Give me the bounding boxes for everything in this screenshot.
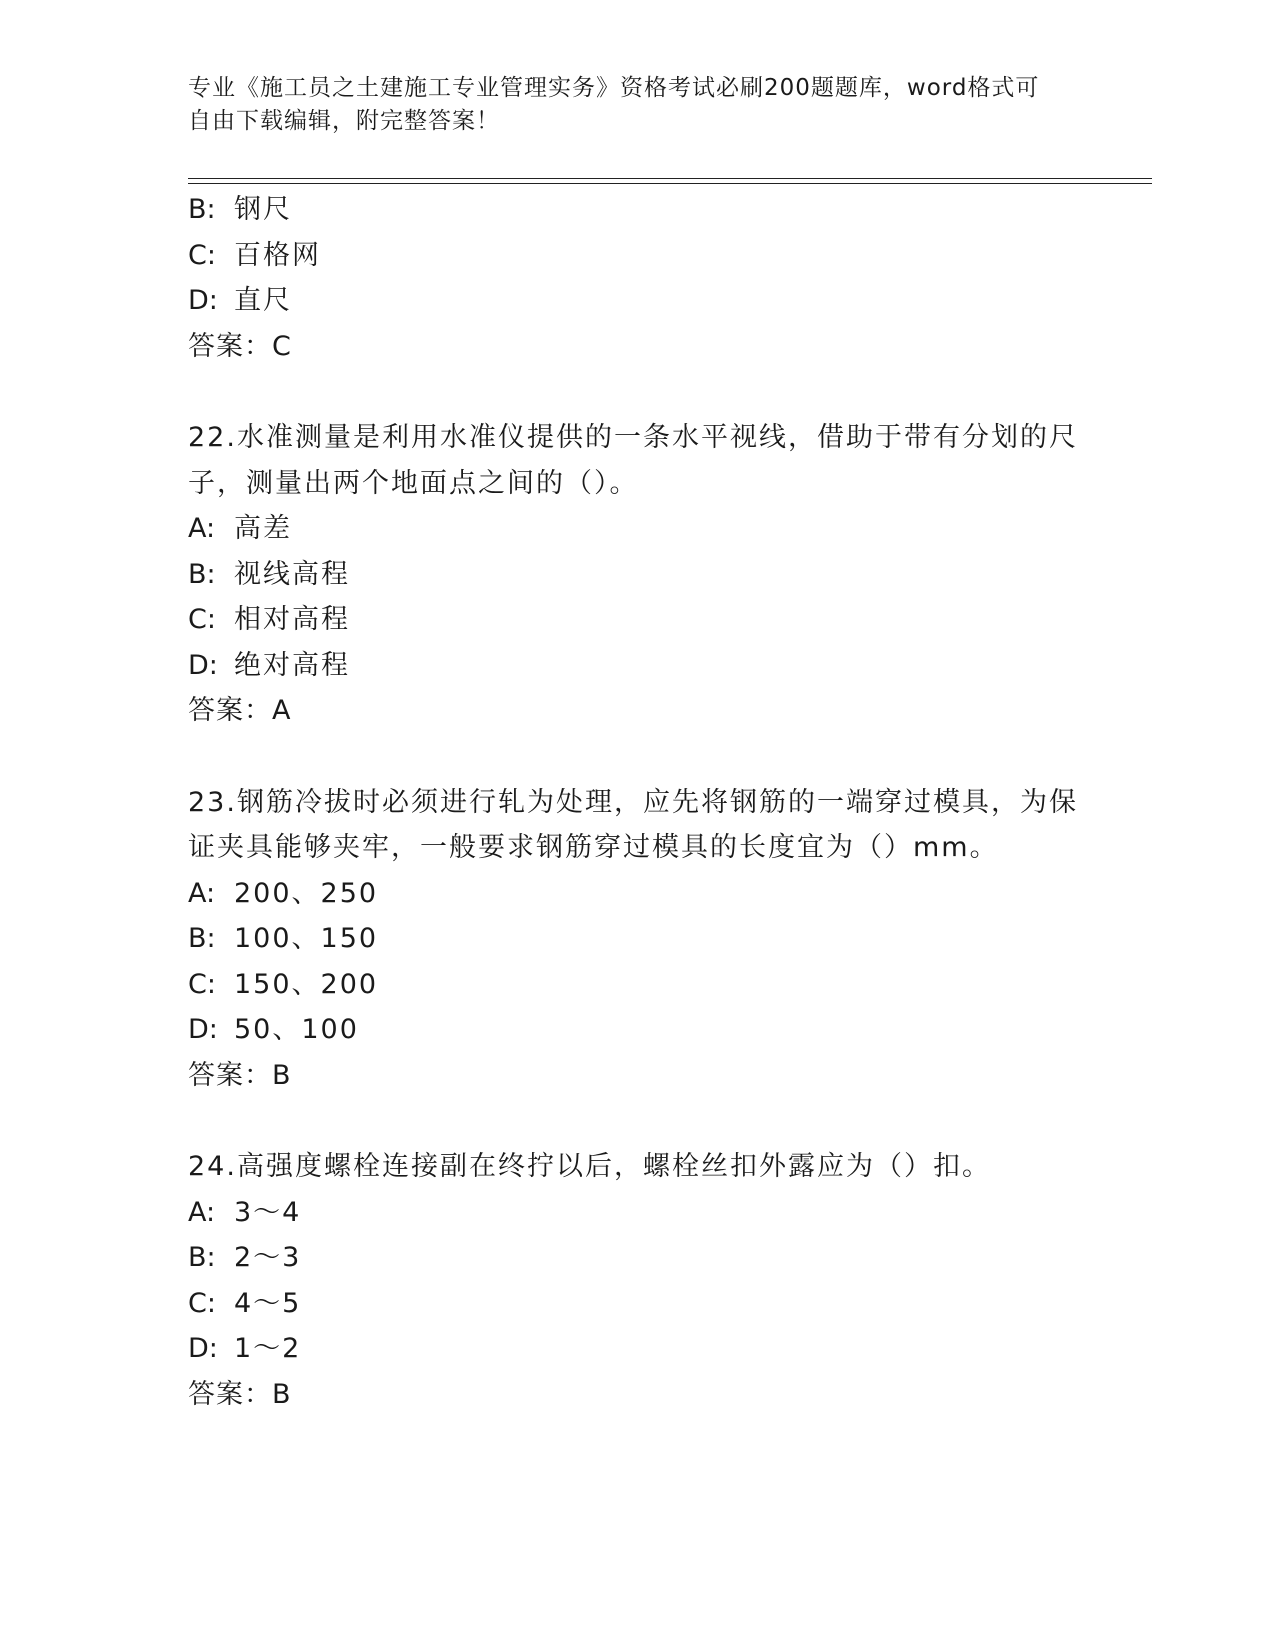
- option-letter: A:: [188, 1196, 216, 1228]
- option-letter: B:: [188, 1242, 216, 1273]
- option-letter: C:: [188, 239, 216, 271]
- option-text: 绝对高程: [234, 649, 350, 681]
- option-a: [188, 871, 1088, 917]
- header-rule-top: [188, 178, 1152, 179]
- option-text: 1～2: [234, 1333, 302, 1364]
- question-line-1: 22.水准测量是利用水准仪提供的一条水平视线，借助于带有分划的尺: [188, 422, 1078, 453]
- option-letter: C:: [188, 968, 216, 1000]
- option-text: 高差: [234, 513, 292, 544]
- answer: 答案：A: [188, 695, 292, 726]
- option-text: 百格网: [234, 239, 321, 271]
- option-letter: A:: [188, 513, 216, 544]
- option-letter: D:: [188, 1014, 218, 1045]
- option-b: [188, 1235, 1088, 1281]
- header-rule-bottom: [188, 183, 1152, 184]
- option-text: 50、100: [234, 1014, 359, 1045]
- question-line-2: 子，测量出两个地面点之间的（）。: [188, 467, 639, 499]
- option-text: 3～4: [234, 1196, 302, 1228]
- option-d: [188, 1007, 1088, 1053]
- option-letter: C:: [188, 1287, 216, 1319]
- option-b: [188, 552, 1088, 598]
- option-c: [188, 233, 1088, 279]
- option-a: [188, 506, 1088, 552]
- option-d: [188, 643, 1088, 689]
- option-c: [188, 1281, 1088, 1327]
- option-text: 直尺: [234, 285, 292, 316]
- option-letter: B:: [188, 923, 216, 954]
- question-text: [188, 415, 1088, 506]
- header-line-1: 专业《施工员之土建施工专业管理实务》资格考试必刷200题题库，word格式可: [188, 75, 1040, 101]
- option-text: 钢尺: [234, 194, 292, 225]
- option-letter: D:: [188, 649, 218, 681]
- answer: 答案：B: [188, 1378, 292, 1410]
- option-a: [188, 1190, 1088, 1236]
- header-line-2: 自由下载编辑，附完整答案！: [188, 108, 500, 134]
- option-letter: B:: [188, 558, 216, 590]
- question-21-continued: [188, 187, 1088, 369]
- option-b: [188, 187, 1088, 233]
- question-text: [188, 1144, 1088, 1190]
- option-text: 视线高程: [234, 558, 350, 590]
- option-c: [188, 962, 1088, 1008]
- question-line-1: 23.钢筋冷拔时必须进行轧为处理，应先将钢筋的一端穿过模具，为保: [188, 786, 1078, 818]
- question-line-2: 证夹具能够夹牢，一般要求钢筋穿过模具的长度宜为（）mm。: [188, 832, 999, 863]
- option-b: [188, 916, 1088, 962]
- question-line-1: 24.高强度螺栓连接副在终拧以后，螺栓丝扣外露应为（）扣。: [188, 1151, 991, 1182]
- option-text: 100、150: [234, 923, 379, 954]
- option-text: 2～3: [234, 1242, 302, 1273]
- document-body: [188, 187, 1088, 1417]
- option-letter: A:: [188, 877, 216, 909]
- option-letter: B:: [188, 194, 216, 225]
- option-c: [188, 597, 1088, 643]
- question-23: [188, 780, 1088, 1099]
- option-text: 相对高程: [234, 604, 350, 635]
- option-d: [188, 1326, 1088, 1372]
- option-letter: D:: [188, 285, 218, 316]
- question-24: [188, 1144, 1088, 1417]
- option-text: 4～5: [234, 1287, 302, 1319]
- option-d: [188, 278, 1088, 324]
- option-letter: C:: [188, 604, 216, 635]
- option-text: 200、250: [234, 877, 379, 909]
- answer: 答案：B: [188, 1059, 292, 1091]
- question-text: [188, 780, 1088, 871]
- question-22: [188, 415, 1088, 734]
- answer: 答案：C: [188, 330, 292, 362]
- option-text: 150、200: [234, 968, 379, 1000]
- page-header: [188, 72, 1068, 138]
- option-letter: D:: [188, 1333, 218, 1364]
